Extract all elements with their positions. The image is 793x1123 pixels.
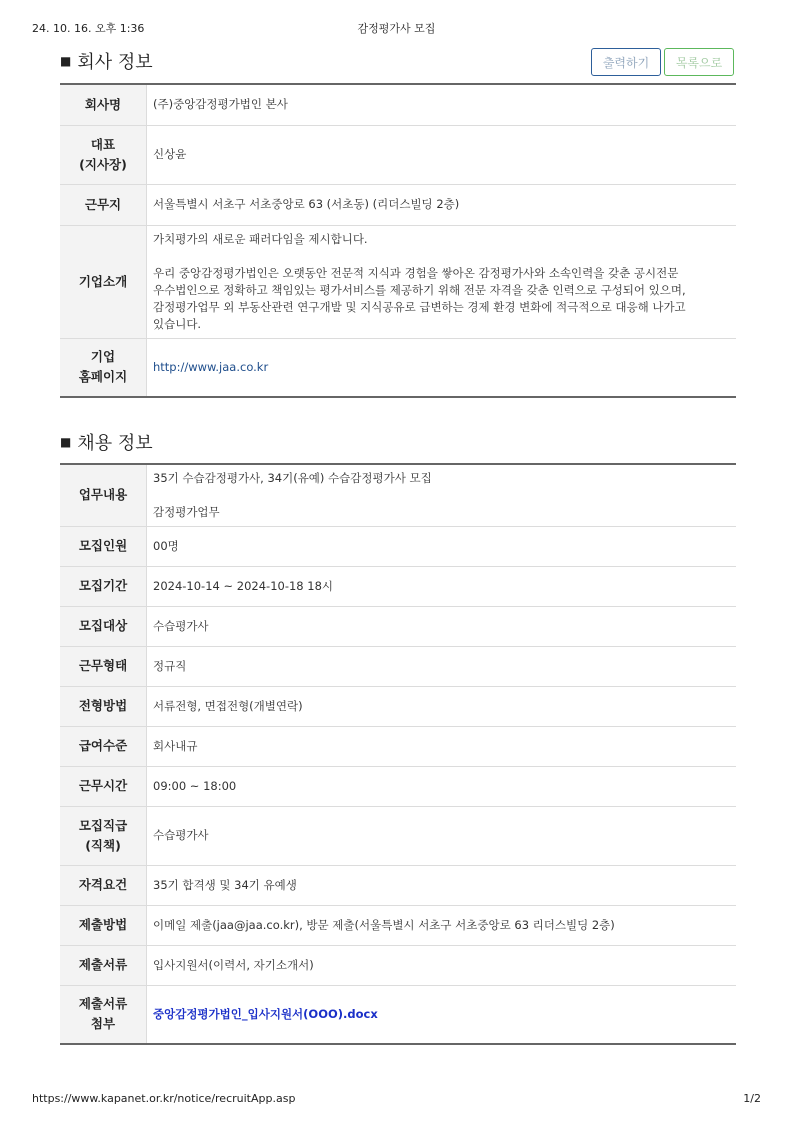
company-name-value: (주)중앙감정평가법인 본사	[147, 84, 737, 125]
row-label-line: 제출서류	[78, 996, 128, 1012]
table-row	[60, 464, 736, 526]
print-url: https://www.kapanet.or.kr/notice/recruitApp.asp	[32, 1092, 296, 1105]
recruit-section-title-text: 채용 정보	[77, 433, 153, 454]
salary-value: 회사내규	[147, 726, 737, 766]
row-label: 자격요건	[60, 865, 147, 905]
row-label: 기업소개	[60, 225, 147, 338]
row-label	[60, 806, 147, 865]
row-label: 전형방법	[60, 686, 147, 726]
attachment-download-link[interactable]: 중앙감정평가법인_입사지원서(OOO).docx	[153, 1006, 378, 1021]
company-section-title-text: 회사 정보	[77, 52, 153, 73]
row-label-line: 첨부	[90, 1016, 116, 1032]
submission-method-value: 이메일 제출(jaa@jaa.co.kr), 방문 제출(서울특별시 서초구 서초중앙로 63 리더스빌딩 2층)	[147, 905, 737, 945]
list-button[interactable]: 목록으로	[664, 48, 734, 76]
table-row	[60, 606, 736, 646]
row-label: 업무내용	[60, 464, 147, 526]
row-label-line: (지사장)	[79, 156, 127, 172]
table-row	[60, 766, 736, 806]
row-label: 제출방법	[60, 905, 147, 945]
rank-value: 수습평가사	[147, 806, 737, 865]
row-label: 제출서류	[60, 945, 147, 985]
table-row	[60, 84, 736, 125]
table-row	[60, 945, 736, 985]
attachment-cell	[147, 985, 737, 1044]
table-row	[60, 184, 736, 225]
hours-value: 09:00 ~ 18:00	[147, 766, 737, 806]
row-label-line: (직책)	[85, 837, 121, 853]
intro-body: 우리 중앙감정평가법인은 오랫동안 전문적 지식과 경험을 쌓아온 감정평가사와 소속인력을 갖춘 공시전문 우수법인으로 정확하고 책임있는 평가서비스를 제공하기 위해 전문 자격을 갖춘 인력으로 구성되어 있으며, 감정평가업무 외 부동산관련 연구개발 및 지식공유로 급변하는 경제 환경 변화에 적극적으로 대응해 나가고 있습니다.	[153, 265, 686, 331]
qualification-value: 35기 합격생 및 34기 유예생	[147, 865, 737, 905]
square-bullet-icon: ■	[60, 54, 72, 68]
table-row	[60, 985, 736, 1044]
row-label	[60, 125, 147, 184]
homepage-link[interactable]: http://www.jaa.co.kr	[153, 359, 269, 374]
table-row	[60, 566, 736, 606]
row-label: 모집기간	[60, 566, 147, 606]
table-row	[60, 646, 736, 686]
row-label: 근무지	[60, 184, 147, 225]
table-row	[60, 905, 736, 945]
recruit-section-title	[60, 429, 153, 455]
row-label-line: 홈페이지	[78, 369, 128, 385]
print-button[interactable]: 출력하기	[591, 48, 661, 76]
row-label: 근무시간	[60, 766, 147, 806]
company-intro-value	[147, 225, 737, 338]
print-page-number: 1/2	[743, 1092, 761, 1105]
table-row	[60, 865, 736, 905]
intro-headline: 가치평가의 새로운 패러다임을 제시합니다.	[153, 231, 368, 246]
period-value: 2024-10-14 ~ 2024-10-18 18시	[147, 566, 737, 606]
table-row	[60, 686, 736, 726]
employment-type-value: 정규직	[147, 646, 737, 686]
duty-line: 35기 수습감정평가사, 34기(유예) 수습감정평가사 모집	[153, 470, 432, 485]
row-label-line: 기업	[90, 349, 116, 365]
print-footer	[32, 1092, 761, 1108]
documents-value: 입사지원서(이력서, 자기소개서)	[147, 945, 737, 985]
headcount-value: 00명	[147, 526, 737, 566]
duty-value	[147, 464, 737, 526]
row-label	[60, 985, 147, 1044]
table-row	[60, 806, 736, 865]
print-date: 24. 10. 16. 오후 1:36	[32, 22, 145, 35]
row-label-line: 모집직급	[78, 817, 128, 833]
table-row	[60, 526, 736, 566]
table-row	[60, 225, 736, 338]
recruit-info-table	[60, 463, 736, 1045]
table-row	[60, 726, 736, 766]
row-label-line: 대표	[90, 136, 116, 152]
square-bullet-icon: ■	[60, 435, 72, 449]
duty-line: 감정평가업무	[153, 504, 220, 519]
company-section-title	[60, 48, 153, 74]
process-value: 서류전형, 면접전형(개별연락)	[147, 686, 737, 726]
ceo-value: 신상윤	[147, 125, 737, 184]
homepage-link-cell	[147, 338, 737, 397]
table-row	[60, 125, 736, 184]
location-value: 서울특별시 서초구 서초중앙로 63 (서초동) (리더스빌딩 2층)	[147, 184, 737, 225]
row-label: 급여수준	[60, 726, 147, 766]
print-page-title: 감정평가사 모집	[357, 22, 436, 35]
target-value: 수습평가사	[147, 606, 737, 646]
table-row	[60, 338, 736, 397]
row-label: 모집대상	[60, 606, 147, 646]
row-label: 근무형태	[60, 646, 147, 686]
company-info-table	[60, 83, 736, 398]
row-label: 회사명	[60, 84, 147, 125]
row-label	[60, 338, 147, 397]
row-label: 모집인원	[60, 526, 147, 566]
print-header	[32, 20, 761, 36]
